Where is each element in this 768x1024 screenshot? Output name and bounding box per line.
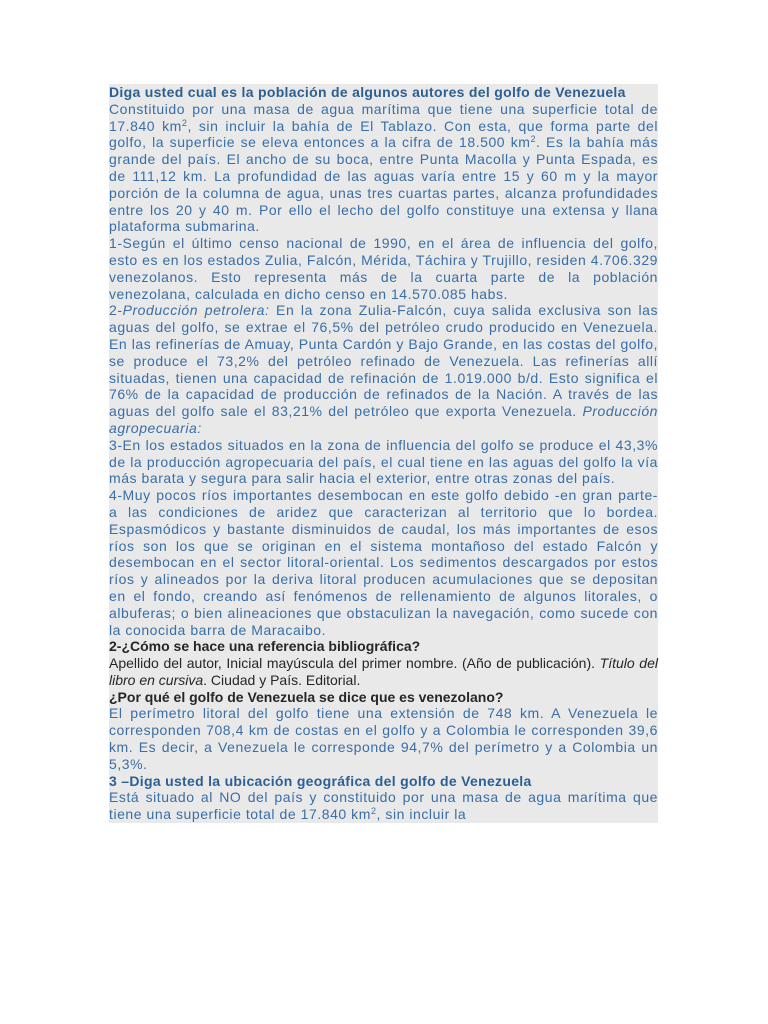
intro-paragraph	[109, 101, 658, 235]
venezuela-paragraph: El perímetro litoral del golfo tiene una extensión de 748 km. A Venezuela le corresponden 708,4 km de costas en el golfo y a Colombia le corresponden 39,6 km. Es decir, a Venezuela le corresponde 94,7% del perímetro y a Colombia un 5,3%.	[109, 705, 658, 772]
last-text-b: , sin incluir la	[376, 806, 467, 823]
reference-italic: Título del libro en cursiva	[109, 655, 658, 688]
reference-text-b: . Ciudad y País. Editorial.	[203, 671, 361, 688]
intro-text-c: . Es la bahía más grande del país. El ancho de su boca, entre Punta Macolla y Punta Espada, es de 111,12 km. La profundidad de las aguas varía entre 15 y 60 m y la mayor porción de la columna de agua, unas tres cuartas partes, alcanza profundidades entre los 20 y 40 m. Por ello el lecho del golfo constituye una extensa y llana plataforma submarina.	[109, 134, 659, 235]
item-1-paragraph: 1-Según el último censo nacional de 1990, en el área de influencia del golfo, esto es en los estados Zulia, Falcón, Mérida, Táchira y Trujillo, residen 4.706.329 venezolanos. Esto representa más de la cuarta parte de la población venezolana, calculada en dicho censo en 14.570.085 habs.	[109, 235, 658, 302]
reference-text-a: Apellido del autor, Inicial mayúscula del primer nombre. (Año de publicación).	[109, 655, 600, 672]
item-number: 2-	[109, 302, 123, 319]
item-3-paragraph: 3-En los estados situados en la zona de influencia del golfo se produce el 43,3% de la producción agropecuaria del país, el cual tiene en las aguas del golfo la vía más barata y segura para salir hacia el exterior, entre otras zonas del país.	[109, 436, 658, 487]
superscript: 2	[181, 117, 188, 128]
document-page	[109, 84, 658, 823]
item-2-paragraph	[109, 302, 658, 436]
item-heading: Producción agropecuaria:	[109, 403, 658, 436]
question-2-heading: 2-¿Cómo se hace una referencia bibliográfica?	[109, 638, 421, 655]
question-3-heading: 3 –Diga usted la ubicación geográfica del golfo de Venezuela	[109, 772, 532, 789]
intro-text-b: , sin incluir la bahía de El Tablazo. Con esta, que forma parte del golfo, la superficie se eleva entonces a la cifra de 18.500 km	[109, 117, 658, 151]
last-paragraph	[109, 789, 658, 823]
superscript: 2	[370, 806, 377, 817]
superscript: 2	[530, 134, 537, 145]
item-4-paragraph: 4-Muy pocos ríos importantes desembocan en este golfo debido -en gran parte- a las condiciones de aridez que caracterizan al territorio que lo bordea. Espasmódicos y bastante disminuidos de caudal, los más importantes de esos ríos son los que se originan en el sistema montañoso del estado Falcón y desembocan en el sector litoral-oriental. Los sedimentos descargados por estos ríos y alineados por la deriva litoral producen acumulaciones que se depositan en el fondo, creando así fenómenos de rellenamiento de algunos litorales, o albuferas; o bien alineaciones que obstaculizan la navegación, como sucede con la conocida barra de Maracaibo.	[109, 487, 658, 638]
intro-text-a: Constituido por una masa de agua marítima que tiene una superficie total de 17.840 km	[109, 100, 658, 134]
question-venezuela-heading: ¿Por qué el golfo de Venezuela se dice que es venezolano?	[109, 688, 504, 705]
reference-paragraph	[109, 655, 658, 689]
question-1-heading: Diga usted cual es la población de algunos autores del golfo de Venezuela	[109, 84, 626, 100]
last-text-a: Está situado al NO del país y constituido por una masa de agua marítima que tiene una superficie total de 17.840 km	[109, 789, 658, 823]
item-heading: Producción petrolera:	[122, 302, 270, 319]
item-text: En la zona Zulia-Falcón, cuya salida exclusiva son las aguas del golfo, se extrae el 76,5% del petróleo crudo producido en Venezuela. En las refinerías de Amuay, Punta Cardón y Bajo Grande, en las costas del golfo, se produce el 73,2% del petróleo refinado de Venezuela. Las refinerías allí situadas, tienen una capacidad de refinación de 1.019.000 b/d. Esto significa el 76% de la capacidad de producción de refinados de la Nación. A través de las aguas del golfo sale el 83,21% del petróleo que exporta Venezuela.	[109, 302, 658, 420]
